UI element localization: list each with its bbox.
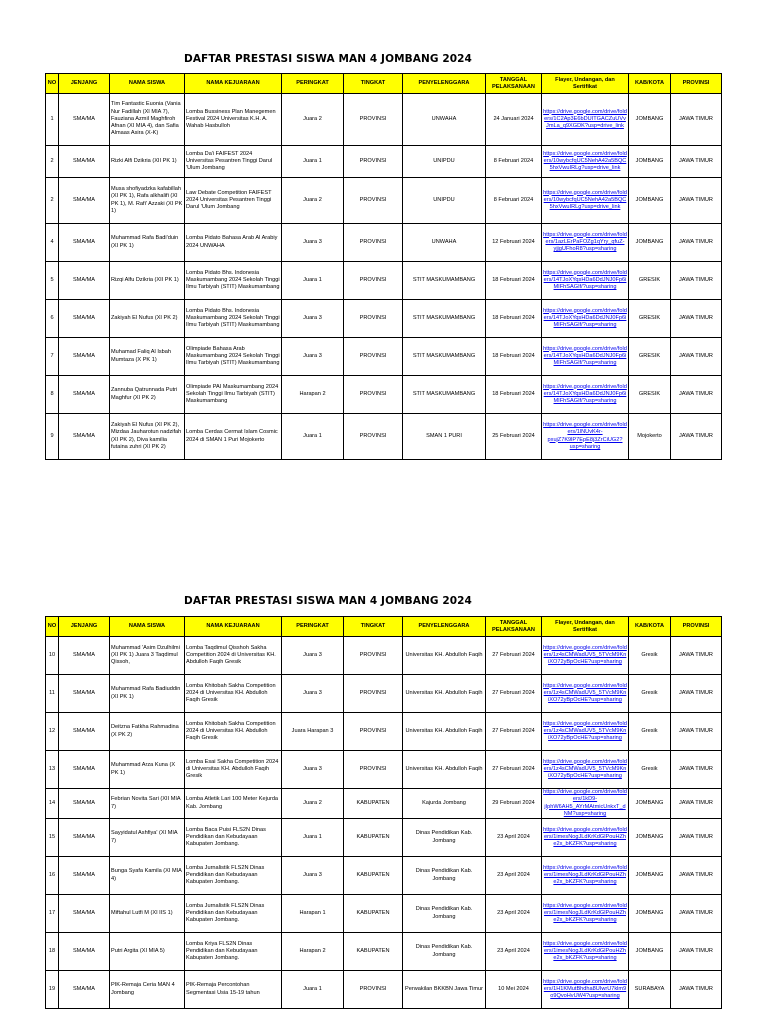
drive-link[interactable]: https://drive.google.com/drive/folders/10wybcfqUC5NehA42a5BQC5hxVwuIRLg?usp=drive_link xyxy=(543,189,627,211)
cell-tanggal: 23 April 2024 xyxy=(486,857,542,895)
header-nama-kejuaraan: NAMA KEJUARAAN xyxy=(185,617,282,637)
drive-link[interactable]: https://drive.google.com/drive/folders/1azLErPaFOZg1qYry_qfuZ-yjjgUFhoR8?usp=sharing xyxy=(543,231,627,253)
cell-tanggal: 18 Februari 2024 xyxy=(486,376,542,414)
cell-provinsi: JAWA TIMUR xyxy=(671,751,722,789)
cell-peringkat: Harapan 1 xyxy=(282,895,344,933)
cell-nama-siswa: Musa shofiyadzka kafabillah (XI PK 1), Rafa alkhalifi (XI PK 1), M. Rafi' Azzaki (XI PK 1) xyxy=(110,178,185,224)
cell-link xyxy=(542,675,629,713)
cell-nama-kejuaraan: Lomba Da'i FAIFEST 2024 Universitas Pesantren Tinggi Darul 'Ulum Jombang xyxy=(185,146,282,178)
cell-link xyxy=(542,300,629,338)
cell-kab-kota: JOMBANG xyxy=(629,895,671,933)
cell-kab-kota: SURABAYA xyxy=(629,971,671,1009)
drive-link[interactable]: https://drive.google.com/drive/folders/14TJoXYqsHDa6DdJNJ0Fp6iMIFhSAGIf/?usp=sharing xyxy=(543,345,627,367)
cell-jenjang: SMA/MA xyxy=(59,751,110,789)
cell-tingkat: PROVINSI xyxy=(344,338,403,376)
drive-link[interactable]: https://drive.google.com/drive/folders/14TJoXYqsHDa6DdJNJ0Fp6iMIFhSAGIf/?usp=sharing xyxy=(543,269,627,291)
cell-penyelenggara: SMAN 1 PURI xyxy=(403,414,486,460)
cell-tingkat: KABUPATEN xyxy=(344,857,403,895)
cell-tanggal: 8 Februari 2024 xyxy=(486,178,542,224)
cell-no: 4 xyxy=(46,224,59,262)
cell-link xyxy=(542,857,629,895)
cell-peringkat: Juara 1 xyxy=(282,262,344,300)
cell-tanggal: 27 Februari 2024 xyxy=(486,637,542,675)
drive-link[interactable]: https://drive.google.com/drive/folders/1kD9-jIphW6AH5_AYrMAtmicUnkxT_dNM?usp=sharing xyxy=(543,789,627,817)
cell-nama-kejuaraan: Lomba Esai Sakha Competition 2024 di Universitas KH. Abdulloh Faqih Gresik xyxy=(185,751,282,789)
cell-tanggal: 29 Februari 2024 xyxy=(486,789,542,819)
header-tingkat: TINGKAT xyxy=(344,74,403,94)
header-nama-kejuaraan: NAMA KEJUARAAN xyxy=(185,74,282,94)
cell-jenjang: SMA/MA xyxy=(59,933,110,971)
table-row xyxy=(46,300,722,338)
cell-link xyxy=(542,933,629,971)
cell-penyelenggara: UNIPDU xyxy=(403,178,486,224)
cell-provinsi: JAWA TIMUR xyxy=(671,376,722,414)
cell-tanggal: 23 April 2024 xyxy=(486,819,542,857)
cell-nama-kejuaraan: Lomba Bussiness Plan Manegemen Festival 2024 Universitas K.H. A. Wahab Hasbulloh xyxy=(185,94,282,146)
cell-provinsi: JAWA TIMUR xyxy=(671,637,722,675)
cell-tingkat: PROVINSI xyxy=(344,300,403,338)
cell-nama-kejuaraan: Olimpiade Bahasa Arab Maskumambang 2024 Sekolah Tinggi Ilmu Tarbiyah (STIT) Maskumambang xyxy=(185,338,282,376)
cell-provinsi: JAWA TIMUR xyxy=(671,819,722,857)
cell-kab-kota: GRESIK xyxy=(629,376,671,414)
cell-link xyxy=(542,338,629,376)
header-row xyxy=(46,74,722,94)
cell-nama-kejuaraan: Lomba Jurnalistik FLS2N Dinas Pendidikan dan Kebudayaan Kabupaten Jombang. xyxy=(185,895,282,933)
cell-penyelenggara: STIT MASKUMAMBANG xyxy=(403,262,486,300)
drive-link[interactable]: https://drive.google.com/drive/folders/1C2Ap3E6bDUITGACZuUVvJmLa_q9XGDK?usp=drive_link xyxy=(543,108,627,130)
cell-link xyxy=(542,376,629,414)
cell-tingkat: KABUPATEN xyxy=(344,789,403,819)
cell-no: 7 xyxy=(46,338,59,376)
cell-provinsi: JAWA TIMUR xyxy=(671,94,722,146)
cell-penyelenggara: Universitas KH. Abdulloh Faqih xyxy=(403,637,486,675)
cell-link xyxy=(542,895,629,933)
cell-peringkat: Juara 3 xyxy=(282,224,344,262)
cell-provinsi: JAWA TIMUR xyxy=(671,262,722,300)
cell-kab-kota: Mojokerto xyxy=(629,414,671,460)
cell-peringkat: Harapan 2 xyxy=(282,376,344,414)
cell-penyelenggara: STIT MASKUMAMBANG xyxy=(403,300,486,338)
cell-jenjang: SMA/MA xyxy=(59,338,110,376)
cell-peringkat: Juara 2 xyxy=(282,94,344,146)
cell-tanggal: 27 Februari 2024 xyxy=(486,751,542,789)
cell-kab-kota: GRESIK xyxy=(629,338,671,376)
cell-tingkat: PROVINSI xyxy=(344,713,403,751)
cell-tingkat: KABUPATEN xyxy=(344,933,403,971)
cell-no: 9 xyxy=(46,414,59,460)
cell-no: 17 xyxy=(46,895,59,933)
table-row xyxy=(46,751,722,789)
cell-tanggal: 27 Februari 2024 xyxy=(486,713,542,751)
cell-provinsi: JAWA TIMUR xyxy=(671,933,722,971)
cell-jenjang: SMA/MA xyxy=(59,146,110,178)
cell-nama-kejuaraan: Lomba Taqdimul Qisshoh Sakha Competition 2024 di Universitas KH. Abdulloh Faqih Gresik xyxy=(185,637,282,675)
cell-link xyxy=(542,789,629,819)
cell-kab-kota: Gresik xyxy=(629,675,671,713)
cell-provinsi: JAWA TIMUR xyxy=(671,414,722,460)
table-title-1: DAFTAR PRESTASI SISWA MAN 4 JOMBANG 2024 xyxy=(184,53,472,65)
header-jenjang: JENJANG xyxy=(59,617,110,637)
cell-peringkat: Juara 3 xyxy=(282,637,344,675)
header-kab-kota: KAB/KOTA xyxy=(629,617,671,637)
table-row xyxy=(46,895,722,933)
cell-jenjang: SMA/MA xyxy=(59,94,110,146)
drive-link[interactable]: https://drive.google.com/drive/folders/1lNUvK4r-pxujZ7K9lP7EpE8j3ZrCiUG2?usp=sharing xyxy=(543,421,627,450)
header-tanggal: TANGGAL PELAKSANAAN xyxy=(486,617,542,637)
cell-nama-kejuaraan: PIK-Remaja Percontohan Segmentasi Usia 15-19 tahun xyxy=(185,971,282,1009)
cell-jenjang: SMA/MA xyxy=(59,300,110,338)
cell-kab-kota: GRESIK xyxy=(629,262,671,300)
cell-nama-siswa: Rizqi Alfu Dzikria (XII PK 1) xyxy=(110,262,185,300)
cell-link xyxy=(542,713,629,751)
cell-peringkat: Juara 2 xyxy=(282,178,344,224)
drive-link[interactable]: https://drive.google.com/drive/folders/1z4sCMWadUV5_5TVcM9KniXO72yBpOcHE?usp=sharing xyxy=(543,644,627,666)
drive-link[interactable]: https://drive.google.com/drive/folders/14TJoXYqsHDa6DdJNJ0Fp6iMIFhSAGIf/?usp=sharing xyxy=(543,307,627,329)
cell-link xyxy=(542,178,629,224)
cell-penyelenggara: STIT MASKUMAMBANG xyxy=(403,338,486,376)
cell-jenjang: SMA/MA xyxy=(59,857,110,895)
cell-nama-siswa: Putri Argita (XI MIA 5) xyxy=(110,933,185,971)
cell-no: 1 xyxy=(46,94,59,146)
cell-nama-siswa: Zakiyah El Nufus (XI PK 2) xyxy=(110,300,185,338)
cell-kab-kota: JOMBANG xyxy=(629,819,671,857)
cell-peringkat: Juara Harapan 3 xyxy=(282,713,344,751)
cell-penyelenggara: Universitas KH. Abdulloh Faqih xyxy=(403,675,486,713)
cell-jenjang: SMA/MA xyxy=(59,376,110,414)
drive-link[interactable]: https://drive.google.com/drive/folders/1imesNogJLdKrKdGlPouHZhe2x_bKZFK?usp=sharing xyxy=(543,864,627,886)
cell-no: 13 xyxy=(46,751,59,789)
cell-no: 19 xyxy=(46,971,59,1009)
cell-provinsi: JAWA TIMUR xyxy=(671,675,722,713)
cell-penyelenggara: Universitas KH. Abdulloh Faqih xyxy=(403,713,486,751)
cell-link xyxy=(542,146,629,178)
cell-tingkat: PROVINSI xyxy=(344,971,403,1009)
cell-tanggal: 23 April 2024 xyxy=(486,933,542,971)
cell-provinsi: JAWA TIMUR xyxy=(671,300,722,338)
cell-jenjang: SMA/MA xyxy=(59,224,110,262)
cell-penyelenggara: UNWAHA xyxy=(403,94,486,146)
cell-peringkat: Juara 1 xyxy=(282,971,344,1009)
achievements-table-2 xyxy=(45,616,722,1009)
cell-no: 8 xyxy=(46,376,59,414)
table-row xyxy=(46,376,722,414)
cell-kab-kota: JOMBANG xyxy=(629,94,671,146)
cell-nama-kejuaraan: Lomba Cerdas Cermat Islam Cosmic 2024 di SMAN 1 Puri Mojokerto xyxy=(185,414,282,460)
cell-link xyxy=(542,414,629,460)
drive-link[interactable]: https://drive.google.com/drive/folders/1imesNogJLdKrKdGlPouHZhe2x_bKZFK?usp=sharing xyxy=(543,826,627,848)
cell-peringkat: Juara 3 xyxy=(282,751,344,789)
cell-kab-kota: JOMBANG xyxy=(629,146,671,178)
cell-jenjang: SMA/MA xyxy=(59,895,110,933)
cell-kab-kota: Gresik xyxy=(629,637,671,675)
header-nama-siswa: NAMA SISWA xyxy=(110,617,185,637)
cell-nama-kejuaraan: Lomba Pidato Bhs. Indonesia Maskumambang 2024 Sekolah Tinggi Ilmu Tarbiyah (STIT) Maskumambang xyxy=(185,262,282,300)
drive-link[interactable]: https://drive.google.com/drive/folders/1z4sCMWadUV5_5TVcM9KniXO72yBpOcHE?usp=sharing xyxy=(543,720,627,742)
cell-nama-siswa: Zannuba Qatrunnada Putri Maghfur (XI PK 2) xyxy=(110,376,185,414)
cell-tingkat: PROVINSI xyxy=(344,146,403,178)
cell-provinsi: JAWA TIMUR xyxy=(671,713,722,751)
cell-kab-kota: Gresik xyxy=(629,751,671,789)
header-peringkat: PERINGKAT xyxy=(282,74,344,94)
cell-link xyxy=(542,819,629,857)
header-kab-kota: KAB/KOTA xyxy=(629,74,671,94)
table-row xyxy=(46,637,722,675)
cell-tanggal: 18 Februari 2024 xyxy=(486,338,542,376)
cell-jenjang: SMA/MA xyxy=(59,819,110,857)
cell-nama-kejuaraan: Law Debate Competition FAIFEST 2024 Universitas Pesantren Tinggi Darul 'Ulum Jombang xyxy=(185,178,282,224)
table-row xyxy=(46,933,722,971)
cell-nama-kejuaraan: Lomba Jurnalistik FLS2N Dinas Pendidikan dan Kebudayaan Kabupaten Jombang. xyxy=(185,857,282,895)
cell-jenjang: SMA/MA xyxy=(59,713,110,751)
cell-penyelenggara: Perwakilan BKKBN Jawa Timur xyxy=(403,971,486,1009)
cell-tingkat: KABUPATEN xyxy=(344,895,403,933)
cell-link xyxy=(542,224,629,262)
cell-jenjang: SMA/MA xyxy=(59,414,110,460)
cell-tingkat: PROVINSI xyxy=(344,178,403,224)
cell-peringkat: Juara 3 xyxy=(282,300,344,338)
table-row xyxy=(46,971,722,1009)
cell-peringkat: Juara 3 xyxy=(282,675,344,713)
cell-penyelenggara: Dinas Pendidikan Kab. Jombang xyxy=(403,819,486,857)
header-penyelenggara: PENYELENGGARA xyxy=(403,617,486,637)
cell-provinsi: JAWA TIMUR xyxy=(671,338,722,376)
drive-link[interactable]: https://drive.google.com/drive/folders/10wybcfqUC5NehA42a5BQC5hxVwuIRLg?usp=drive_link xyxy=(543,150,627,172)
cell-nama-siswa: Muhammad Arza Kuna (X PK 1) xyxy=(110,751,185,789)
drive-link[interactable]: https://drive.google.com/drive/folders/1imesNogJLdKrKdGlPouHZhe2x_bKZFK?usp=sharing xyxy=(543,940,627,962)
cell-nama-kejuaraan: Lomba Pidato Bhs. Indonesia Maskumambang 2024 Sekolah Tinggi Ilmu Tarbiyah (STIT) Maskumambang xyxy=(185,300,282,338)
cell-no: 2 xyxy=(46,146,59,178)
table-row xyxy=(46,789,722,819)
cell-nama-kejuaraan: Lomba Khitobah Sakha Competition 2024 di Universitas KH. Abdulloh Faqih Gresik xyxy=(185,675,282,713)
drive-link[interactable]: https://drive.google.com/drive/folders/1z4sCMWadUV5_5TVcM9KniXO72yBpOcHE?usp=sharing xyxy=(543,758,627,780)
cell-kab-kota: JOMBANG xyxy=(629,933,671,971)
cell-kab-kota: JOMBANG xyxy=(629,224,671,262)
cell-link xyxy=(542,971,629,1009)
cell-provinsi: JAWA TIMUR xyxy=(671,789,722,819)
cell-nama-siswa: PIK-Remaja Ceria MAN 4 Jombang xyxy=(110,971,185,1009)
cell-link xyxy=(542,262,629,300)
drive-link[interactable]: https://drive.google.com/drive/folders/1z4sCMWadUV5_5TVcM9KniXO72yBpOcHE?usp=sharing xyxy=(543,682,627,704)
cell-kab-kota: JOMBANG xyxy=(629,789,671,819)
table-row xyxy=(46,819,722,857)
header-tingkat: TINGKAT xyxy=(344,617,403,637)
cell-no: 10 xyxy=(46,637,59,675)
cell-no: 6 xyxy=(46,300,59,338)
cell-jenjang: SMA/MA xyxy=(59,262,110,300)
cell-peringkat: Juara 1 xyxy=(282,414,344,460)
cell-nama-siswa: Muhammad 'Asim Dzulhilmi (XI PK 1) Juara 3 Taqdimul Qissoh, xyxy=(110,637,185,675)
cell-penyelenggara: Dinas Pendidikan Kab. Jombang xyxy=(403,933,486,971)
cell-jenjang: SMA/MA xyxy=(59,789,110,819)
header-flayer: Flayer, Undangan, dan Sertifikat xyxy=(542,74,629,94)
drive-link[interactable]: https://drive.google.com/drive/folders/14TJoXYqsHDa6DdJNJ0Fp6iMIFhSAGIf/?usp=sharing xyxy=(543,383,627,405)
cell-nama-siswa: Zakiyah El Nufus (XI PK 2), Mizdaa Jauharotun nadzifah (XI PK 2), Diva kamilia futaina zuhri (XI PK 2) xyxy=(110,414,185,460)
cell-jenjang: SMA/MA xyxy=(59,971,110,1009)
table-row xyxy=(46,338,722,376)
cell-tanggal: 23 April 2024 xyxy=(486,895,542,933)
cell-provinsi: JAWA TIMUR xyxy=(671,895,722,933)
drive-link[interactable]: https://drive.google.com/drive/folders/1imesNogJLdKrKdGlPouHZhe2x_bKZFK?usp=sharing xyxy=(543,902,627,924)
cell-nama-siswa: Tim Fantastic Euonia (Vania Nur Fadillah (XI MIA 7), Fauziana Azmil Maghfiroh Afnan (XI MIA 4), dan Safia Almaas Asira (X-K) xyxy=(110,94,185,146)
header-no: NO xyxy=(46,617,59,637)
cell-nama-siswa: Deitzna Fatkha Rahmadina (X PK 2) xyxy=(110,713,185,751)
cell-provinsi: JAWA TIMUR xyxy=(671,146,722,178)
cell-nama-kejuaraan: Lomba Khitobah Sakha Competition 2024 di Universitas KH. Abdulloh Faqih Gresik xyxy=(185,713,282,751)
cell-peringkat: Juara 3 xyxy=(282,857,344,895)
cell-peringkat: Juara 3 xyxy=(282,338,344,376)
cell-tingkat: PROVINSI xyxy=(344,376,403,414)
cell-tingkat: PROVINSI xyxy=(344,675,403,713)
table-row xyxy=(46,262,722,300)
cell-penyelenggara: Universitas KH. Abdulloh Faqih xyxy=(403,751,486,789)
cell-nama-siswa: Miftahul Lutfi M (XI IIS 1) xyxy=(110,895,185,933)
table-row xyxy=(46,414,722,460)
cell-tanggal: 25 Februari 2024 xyxy=(486,414,542,460)
cell-kab-kota: JOMBANG xyxy=(629,178,671,224)
header-tanggal: TANGGAL PELAKSANAAN xyxy=(486,74,542,94)
table-row xyxy=(46,178,722,224)
cell-peringkat: Harapan 2 xyxy=(282,933,344,971)
cell-kab-kota: JOMBANG xyxy=(629,857,671,895)
cell-no: 15 xyxy=(46,819,59,857)
cell-link xyxy=(542,94,629,146)
cell-nama-siswa: Muhammad Rafa Badiuddin (XI PK 1) xyxy=(110,675,185,713)
cell-penyelenggara: UNWAHA xyxy=(403,224,486,262)
cell-tanggal: 27 Februari 2024 xyxy=(486,675,542,713)
drive-link[interactable]: https://drive.google.com/drive/folders/1H1KMutBhdha8UIwrU7klm9o9QvoHvUW4?usp=sharing xyxy=(543,978,627,1000)
cell-no: 12 xyxy=(46,713,59,751)
cell-link xyxy=(542,637,629,675)
cell-penyelenggara: UNIPDU xyxy=(403,146,486,178)
header-provinsi: PROVINSI xyxy=(671,617,722,637)
cell-no: 18 xyxy=(46,933,59,971)
cell-peringkat: Juara 1 xyxy=(282,819,344,857)
cell-tingkat: PROVINSI xyxy=(344,414,403,460)
cell-penyelenggara: STIT MASKUMAMBANG xyxy=(403,376,486,414)
cell-no: 2 xyxy=(46,178,59,224)
cell-tanggal: 24 Januari 2024 xyxy=(486,94,542,146)
cell-provinsi: JAWA TIMUR xyxy=(671,224,722,262)
cell-tanggal: 8 Februari 2024 xyxy=(486,146,542,178)
table-row xyxy=(46,94,722,146)
header-provinsi: PROVINSI xyxy=(671,74,722,94)
achievements-table-1 xyxy=(45,73,722,460)
cell-penyelenggara: Dinas Pendidikan Kab. Jombang xyxy=(403,895,486,933)
cell-penyelenggara: Kajurda Jombang xyxy=(403,789,486,819)
table-row xyxy=(46,224,722,262)
cell-jenjang: SMA/MA xyxy=(59,178,110,224)
table-row xyxy=(46,146,722,178)
cell-tingkat: PROVINSI xyxy=(344,94,403,146)
table-row xyxy=(46,675,722,713)
cell-nama-siswa: Sayyidatul Ashfiya' (XI MIA 7) xyxy=(110,819,185,857)
cell-peringkat: Juara 1 xyxy=(282,146,344,178)
cell-nama-kejuaraan: Lomba Kriya FLS2N Dinas Pendidikan dan Kebudayaan Kabupaten Jombang. xyxy=(185,933,282,971)
cell-tanggal: 10 Mei 2024 xyxy=(486,971,542,1009)
header-jenjang: JENJANG xyxy=(59,74,110,94)
header-peringkat: PERINGKAT xyxy=(282,617,344,637)
cell-tanggal: 12 Februari 2024 xyxy=(486,224,542,262)
header-row xyxy=(46,617,722,637)
cell-jenjang: SMA/MA xyxy=(59,637,110,675)
cell-no: 5 xyxy=(46,262,59,300)
cell-tanggal: 18 Februari 2024 xyxy=(486,262,542,300)
cell-nama-kejuaraan: Lomba Pidato Bahasa Arab Al Arabiy 2024 UNWAHA xyxy=(185,224,282,262)
cell-tingkat: PROVINSI xyxy=(344,751,403,789)
cell-tingkat: PROVINSI xyxy=(344,637,403,675)
cell-no: 14 xyxy=(46,789,59,819)
cell-nama-siswa: Muhammad Rafa Badi'duin (XI PK 1) xyxy=(110,224,185,262)
table-title-2: DAFTAR PRESTASI SISWA MAN 4 JOMBANG 2024 xyxy=(184,595,472,607)
cell-kab-kota: GRESIK xyxy=(629,300,671,338)
cell-no: 11 xyxy=(46,675,59,713)
cell-no: 16 xyxy=(46,857,59,895)
cell-link xyxy=(542,751,629,789)
cell-kab-kota: Gresik xyxy=(629,713,671,751)
cell-nama-kejuaraan: Olimpiade PAI Maskumambang 2024 Sekolah Tinggi Ilmu Tarbiyah (STIT) Maskumambang xyxy=(185,376,282,414)
cell-nama-siswa: Rizki Alfi Dzikria (XII PK 1) xyxy=(110,146,185,178)
cell-tanggal: 18 Februari 2024 xyxy=(486,300,542,338)
cell-provinsi: JAWA TIMUR xyxy=(671,857,722,895)
cell-nama-siswa: Muhamad Faliq Al Isbah Mumtaza (X PK 1) xyxy=(110,338,185,376)
cell-tingkat: PROVINSI xyxy=(344,262,403,300)
header-nama-siswa: NAMA SISWA xyxy=(110,74,185,94)
cell-tingkat: PROVINSI xyxy=(344,224,403,262)
cell-nama-kejuaraan: Lomba Baca Puisi FLS2N Dinas Pendidikan dan Kebudayaan Kabupaten Jombang. xyxy=(185,819,282,857)
cell-nama-siswa: Bunga Syafa Kamila (XI MIA 4) xyxy=(110,857,185,895)
header-no: NO xyxy=(46,74,59,94)
cell-tingkat: KABUPATEN xyxy=(344,819,403,857)
cell-peringkat: Juara 2 xyxy=(282,789,344,819)
cell-provinsi: JAWA TIMUR xyxy=(671,178,722,224)
cell-provinsi: JAWA TIMUR xyxy=(671,971,722,1009)
table-row xyxy=(46,713,722,751)
cell-nama-siswa: Febrian Novita Sari (XII MIA 7) xyxy=(110,789,185,819)
table-row xyxy=(46,857,722,895)
header-flayer: Flayer, Undangan, dan Sertifikat xyxy=(542,617,629,637)
cell-penyelenggara: Dinas Pendidikan Kab. Jombang xyxy=(403,857,486,895)
header-penyelenggara: PENYELENGGARA xyxy=(403,74,486,94)
cell-jenjang: SMA/MA xyxy=(59,675,110,713)
cell-nama-kejuaraan: Lomba Atletik Lari 100 Meter Kejurda Kab. Jombang xyxy=(185,789,282,819)
